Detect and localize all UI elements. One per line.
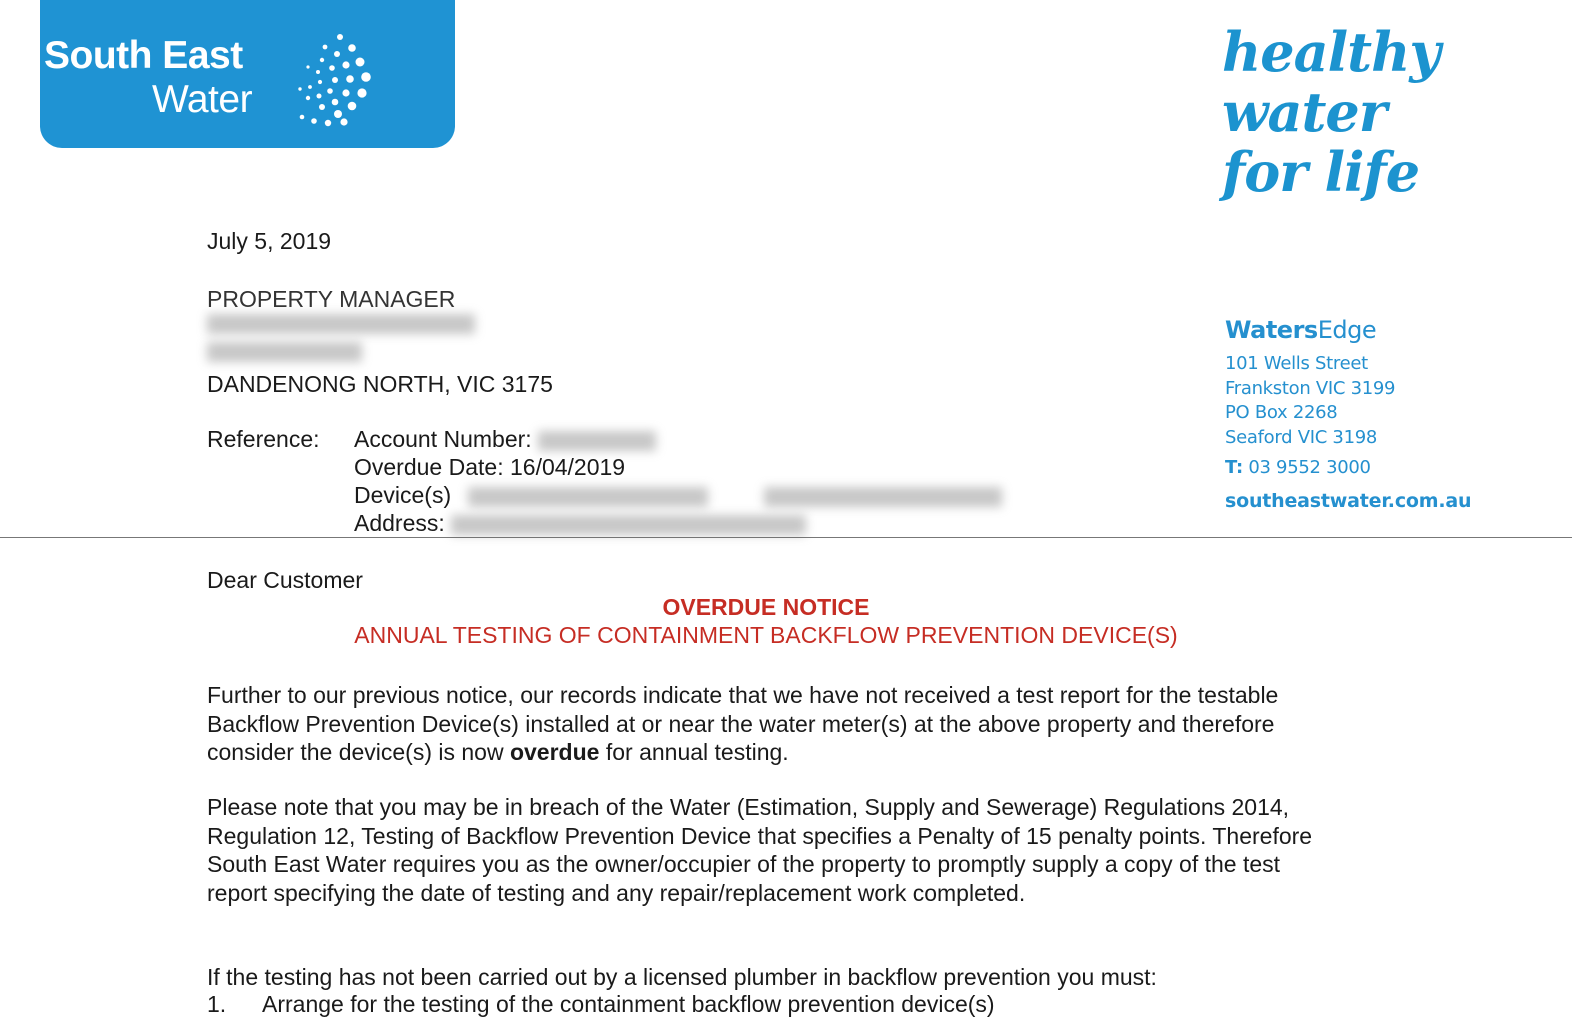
- list-item-text: Arrange for the testing of the containment backflow prevention device(s): [262, 991, 995, 1017]
- devices-row: [354, 482, 1002, 509]
- logo-text-water: Water: [152, 78, 253, 121]
- redacted-company: [207, 314, 475, 334]
- tagline-line-2: water: [1222, 80, 1387, 144]
- divider-line: [0, 537, 1572, 538]
- paragraph-2: Please note that you may be in breach of the Water (Estimation, Supply and Sewerage) Regulations 2014, Regulation 12, Testing of Backflow Prevention Device that specifies a Penalty of 15 penalty points. Therefore South East Water requires you as the owner/occupier of the property to promptly supply a copy of the test report specifying the date of testing and any repair/replacement work completed.: [207, 794, 1313, 906]
- address-line: PO Box 2268: [1225, 402, 1338, 423]
- office-name: [1225, 316, 1471, 344]
- website-link[interactable]: southeastwater.com.au: [1225, 490, 1472, 512]
- tagline-line-1: healthy: [1222, 20, 1440, 84]
- recipient-city: DANDENONG NORTH, VIC 3175: [207, 371, 553, 397]
- notice-subheading: ANNUAL TESTING OF CONTAINMENT BACKFLOW PREVENTION DEVICE(S): [354, 622, 1178, 648]
- paragraph-1-end: for annual testing.: [599, 739, 789, 765]
- office-phone: [1225, 457, 1471, 478]
- logo-text-south-east: South East: [44, 34, 243, 77]
- address-line: Frankston VIC 3199: [1225, 377, 1396, 399]
- office-name-bold: Waters: [1225, 316, 1318, 344]
- address-label: Address:: [354, 510, 445, 536]
- office-address: [1225, 352, 1471, 450]
- redacted-property-address: [451, 515, 806, 535]
- phone-label: T:: [1225, 457, 1243, 478]
- redacted-device-id: [468, 487, 708, 507]
- contact-block: [1225, 316, 1471, 512]
- recipient-name: PROPERTY MANAGER: [207, 286, 456, 312]
- redacted-device-size: [764, 487, 1002, 507]
- paragraph-1-bold: overdue: [509, 739, 600, 765]
- address-line: Seaford VIC 3198: [1225, 426, 1378, 448]
- devices-label: Device(s): [354, 482, 452, 508]
- paragraph-1: [207, 681, 1327, 767]
- address-line: 101 Wells Street: [1225, 353, 1368, 374]
- letter-date: July 5, 2019: [207, 228, 332, 254]
- overdue-date-row: [354, 454, 625, 481]
- overdue-date-label: Overdue Date:: [354, 454, 504, 480]
- paragraph-3: If the testing has not been carried out by a licensed plumber in backflow prevention you must:: [207, 964, 1157, 990]
- list-item-number: 1.: [207, 991, 227, 1017]
- phone-number: 03 9552 3000: [1248, 457, 1371, 478]
- reference-label: Reference:: [207, 426, 320, 452]
- tagline: [1222, 22, 1482, 202]
- notice-heading: OVERDUE NOTICE: [662, 594, 870, 620]
- salutation: Dear Customer: [207, 567, 363, 593]
- water-dots-icon: [268, 22, 378, 132]
- tagline-line-3: for life: [1222, 140, 1420, 204]
- account-number-row: [354, 426, 656, 453]
- address-row: [354, 510, 806, 537]
- redacted-account-number: [538, 431, 656, 451]
- redacted-po-box: [207, 342, 362, 362]
- office-name-light: Edge: [1317, 316, 1377, 344]
- paragraph-1-text: Further to our previous notice, our records indicate that we have not received a test report for the testable Backflow Prevention Device(s) installed at or near the water meter(s) at the above property and therefore consider the device(s) is now: [207, 682, 1279, 765]
- account-number-label: Account Number:: [354, 426, 532, 452]
- overdue-date-value: 16/04/2019: [509, 454, 626, 480]
